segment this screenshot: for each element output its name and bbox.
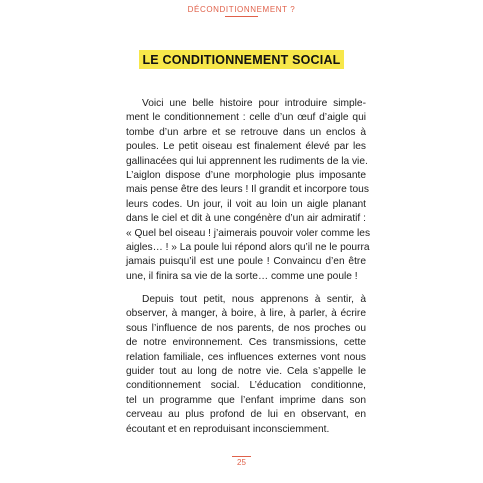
paragraph-eagle-story	[126, 97, 371, 284]
header-rule	[225, 16, 258, 17]
paragraph-line: dans le ciel et dit à une congénère d’un air admiratif :	[126, 213, 366, 225]
paragraph-line: leurs codes. Un jour, il voit au loin un aigle planant	[126, 198, 366, 210]
section-title: LE CONDITIONNEMENT SOCIAL	[139, 50, 343, 69]
footer-rule	[232, 456, 251, 457]
paragraph-line: ment le conditionnement : celle d’un œuf d’aigle qui	[126, 112, 366, 124]
paragraph-social-conditioning	[126, 293, 366, 437]
paragraph-line: aigles… ! » La poule lui répond alors qu’il ne le pourra	[126, 242, 370, 254]
paragraph-line: cerveau au plus profond de lui en observant, en	[126, 409, 366, 421]
paragraph-line: conditionnement social. L’éducation conditionne,	[126, 380, 366, 392]
paragraph-line: mais pense être des leurs ! Il grandit et incorpore tous	[126, 184, 369, 196]
paragraph-line: Voici une belle histoire pour introduire simple-	[142, 98, 366, 109]
paragraph-line: sous l’influence de nos parents, de nos proches ou	[126, 322, 366, 334]
page-number: 25	[237, 458, 246, 467]
paragraph-line: une, il finira sa vie de la sorte… comme une poule !	[126, 270, 358, 282]
section-title-wrapper	[0, 50, 483, 69]
paragraph-line: L’aiglon dispose d’une morphologie plus imposante	[126, 170, 366, 182]
paragraph-line: de notre environnement. Ces transmissions, cette	[126, 337, 366, 349]
paragraph-line: guider tout au long de notre vie. Cela s’appelle le	[126, 366, 366, 378]
paragraph-line: poules. Le petit oiseau est finalement élevé par les	[126, 141, 366, 153]
paragraph-line: tel un programme que l’enfant imprime dans son	[126, 394, 366, 406]
paragraph-line: écoutant et en reproduisant inconsciemment.	[126, 423, 330, 435]
running-header: DÉCONDITIONNEMENT ?	[187, 5, 296, 14]
paragraph-line: tombe d’un arbre et se retrouve dans un enclos à	[126, 126, 366, 138]
paragraph-line: relation familiale, ces influences externes vont nous	[126, 351, 366, 363]
paragraph-line: « Quel bel oiseau ! j’aimerais pouvoir voler comme les	[126, 227, 371, 239]
paragraph-line: observer, à manger, à boire, à lire, à parler, à écrire	[126, 308, 366, 320]
paragraph-line: jamais puisqu’il est une poule ! Convaincu d’en être	[126, 256, 366, 268]
paragraph-line: gallinacées qui lui apprennent les rudiments de la vie.	[126, 155, 368, 167]
paragraph-line: Depuis tout petit, nous apprenons à sentir, à	[142, 294, 366, 305]
